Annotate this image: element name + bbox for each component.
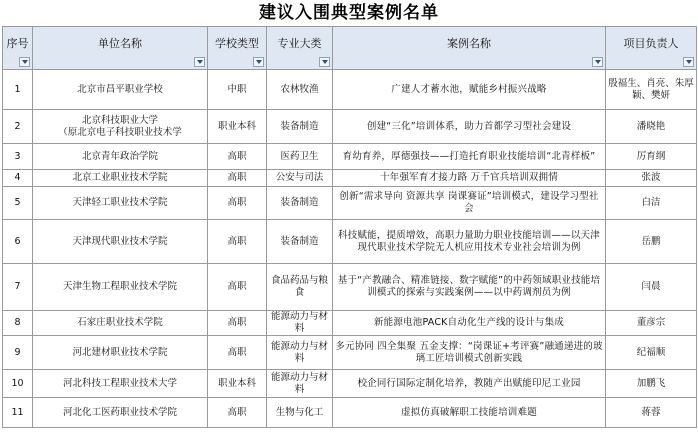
cell-school-type[interactable]: 高职 [208,144,267,170]
cell-school-type[interactable]: 职业本科 [208,370,267,398]
cell-no[interactable]: 3 [3,144,33,170]
cell-no[interactable]: 4 [3,170,33,187]
filter-dropdown-icon[interactable] [683,57,694,67]
cell-case-name[interactable]: 科技赋能，提质增效，高职力量助力职业技能培训——以天津现代职业技术学院无人机应用技术专业社会培训为例 [333,220,606,264]
cell-unit[interactable]: 河北科技工程职业技术大学 [33,370,208,398]
cell-lead[interactable]: 殷福生、肖亮、朱厚颖、樊妍 [606,70,697,110]
cell-unit[interactable]: 天津现代职业技术学院 [33,220,208,264]
header-major-label: 专业大类 [277,37,322,50]
table-row[interactable] [3,264,697,311]
cell-major[interactable]: 装备制造 [267,220,333,264]
filter-dropdown-icon[interactable] [592,57,603,67]
header-lead-label: 项目负责人 [623,37,679,50]
cell-school-type[interactable]: 高职 [208,220,267,264]
header-lead [606,27,697,70]
cell-lead[interactable]: 闫晨 [606,264,697,311]
cell-case-name[interactable]: 虚拟仿真破解职工技能培训难题 [333,398,606,428]
cell-case-name[interactable]: 育幼育养，厚德强技——打造托育职业技能培训“北青样板” [333,144,606,170]
cell-no[interactable]: 7 [3,264,33,311]
table-row[interactable] [3,370,697,398]
header-unit [33,27,208,70]
cell-lead[interactable]: 纪福顺 [606,336,697,370]
table-row[interactable] [3,187,697,220]
cell-unit[interactable]: 北京市昌平职业学校 [33,70,208,110]
filter-dropdown-icon[interactable] [19,57,30,67]
cell-case-name[interactable]: 新能源电池PACK自动化生产线的设计与集成 [333,311,606,336]
cell-major[interactable]: 能源动力与材料 [267,370,333,398]
cell-school-type[interactable]: 中职 [208,70,267,110]
table-row[interactable] [3,70,697,110]
cell-unit[interactable]: 天津轻工职业技术学院 [33,187,208,220]
cell-case-name[interactable]: 基于“产教融合、精准链接、数字赋能”的中药领域职业技能培训模式的探索与实践案例——以中药调剂员为例 [333,264,606,311]
header-no [3,27,33,70]
table-row[interactable] [3,336,697,370]
cell-no[interactable]: 1 [3,70,33,110]
table-row[interactable] [3,110,697,144]
table-row[interactable] [3,398,697,428]
cell-school-type[interactable]: 高职 [208,264,267,311]
header-unit-label: 单位名称 [98,37,142,50]
cell-major[interactable]: 公安与司法 [267,170,333,187]
cell-unit[interactable]: 天津生物工程职业技术学院 [33,264,208,311]
cell-major[interactable]: 生物与化工 [267,398,333,428]
cell-lead[interactable]: 潘晓艳 [606,110,697,144]
cell-school-type[interactable]: 职业本科 [208,110,267,144]
cell-case-name[interactable]: 创新“需求导向 资源共享 岗课赛证”培训模式，建设学习型社会 [333,187,606,220]
cell-major[interactable]: 医药卫生 [267,144,333,170]
cell-unit[interactable]: 石家庄职业技术学院 [33,311,208,336]
header-no-label: 序号 [6,37,29,50]
table-body [3,70,697,428]
cell-major[interactable]: 装备制造 [267,110,333,144]
cell-case-name[interactable]: 校企同行国际定制化培养，教随产出赋能印尼工业园 [333,370,606,398]
table-row[interactable] [3,311,697,336]
cell-no[interactable]: 9 [3,336,33,370]
cell-major[interactable]: 装备制造 [267,187,333,220]
cell-lead[interactable]: 张波 [606,170,697,187]
table-row[interactable] [3,170,697,187]
table-row[interactable] [3,220,697,264]
header-row [3,27,697,70]
cell-lead[interactable]: 白洁 [606,187,697,220]
cell-no[interactable]: 2 [3,110,33,144]
cell-case-name[interactable]: 广建人才蓄水池，赋能乡村振兴战略 [333,70,606,110]
cell-school-type[interactable]: 高职 [208,170,267,187]
cell-case-name[interactable]: 创建“三化”培训体系，助力首都学习型社会建设 [333,110,606,144]
cell-unit[interactable]: 河北建材职业技术学院 [33,336,208,370]
cell-school-type[interactable]: 高职 [208,187,267,220]
cell-no[interactable]: 5 [3,187,33,220]
cell-school-type[interactable]: 高职 [208,311,267,336]
cell-no[interactable]: 8 [3,311,33,336]
header-case [333,27,606,70]
filter-dropdown-icon[interactable] [194,57,205,67]
cell-school-type[interactable]: 高职 [208,398,267,428]
cell-unit[interactable]: 北京工业职业技术学院 [33,170,208,187]
cell-no[interactable]: 10 [3,370,33,398]
header-major [267,27,333,70]
cell-unit[interactable]: 北京青年政治学院 [33,144,208,170]
filter-dropdown-icon[interactable] [319,57,330,67]
cell-no[interactable]: 11 [3,398,33,428]
filter-dropdown-icon[interactable] [253,57,264,67]
header-type [208,27,267,70]
header-case-label: 案例名称 [447,37,491,50]
cell-lead[interactable]: 加鹏飞 [606,370,697,398]
cell-case-name[interactable]: 十年强军育才接力路 万千官兵培训双拥情 [333,170,606,187]
cell-school-type[interactable]: 高职 [208,336,267,370]
case-list-table [2,26,697,428]
cell-unit[interactable]: 河北化工医药职业技术学院 [33,398,208,428]
header-type-label: 学校类型 [215,37,259,50]
cell-major[interactable]: 农林牧渔 [267,70,333,110]
cell-major[interactable]: 食品药品与粮食 [267,264,333,311]
cell-lead[interactable]: 岳鹏 [606,220,697,264]
cell-lead[interactable]: 厉育纲 [606,144,697,170]
cell-major[interactable]: 能源动力与材料 [267,336,333,370]
cell-major[interactable]: 能源动力与材料 [267,311,333,336]
cell-lead[interactable]: 董彦宗 [606,311,697,336]
cell-lead[interactable]: 蒋蓉 [606,398,697,428]
cell-no[interactable]: 6 [3,220,33,264]
table-row[interactable] [3,144,697,170]
cell-case-name[interactable]: 多元协同 四全集聚 五金支撑：“岗课证+考评赛”融通递进的玻璃工匠培训模式创新实践 [333,336,606,370]
sheet-title: 建议入围典型案例名单 [259,3,439,23]
cell-unit[interactable]: 北京科技职业大学 （原北京电子科技职业技术学 [33,110,208,144]
